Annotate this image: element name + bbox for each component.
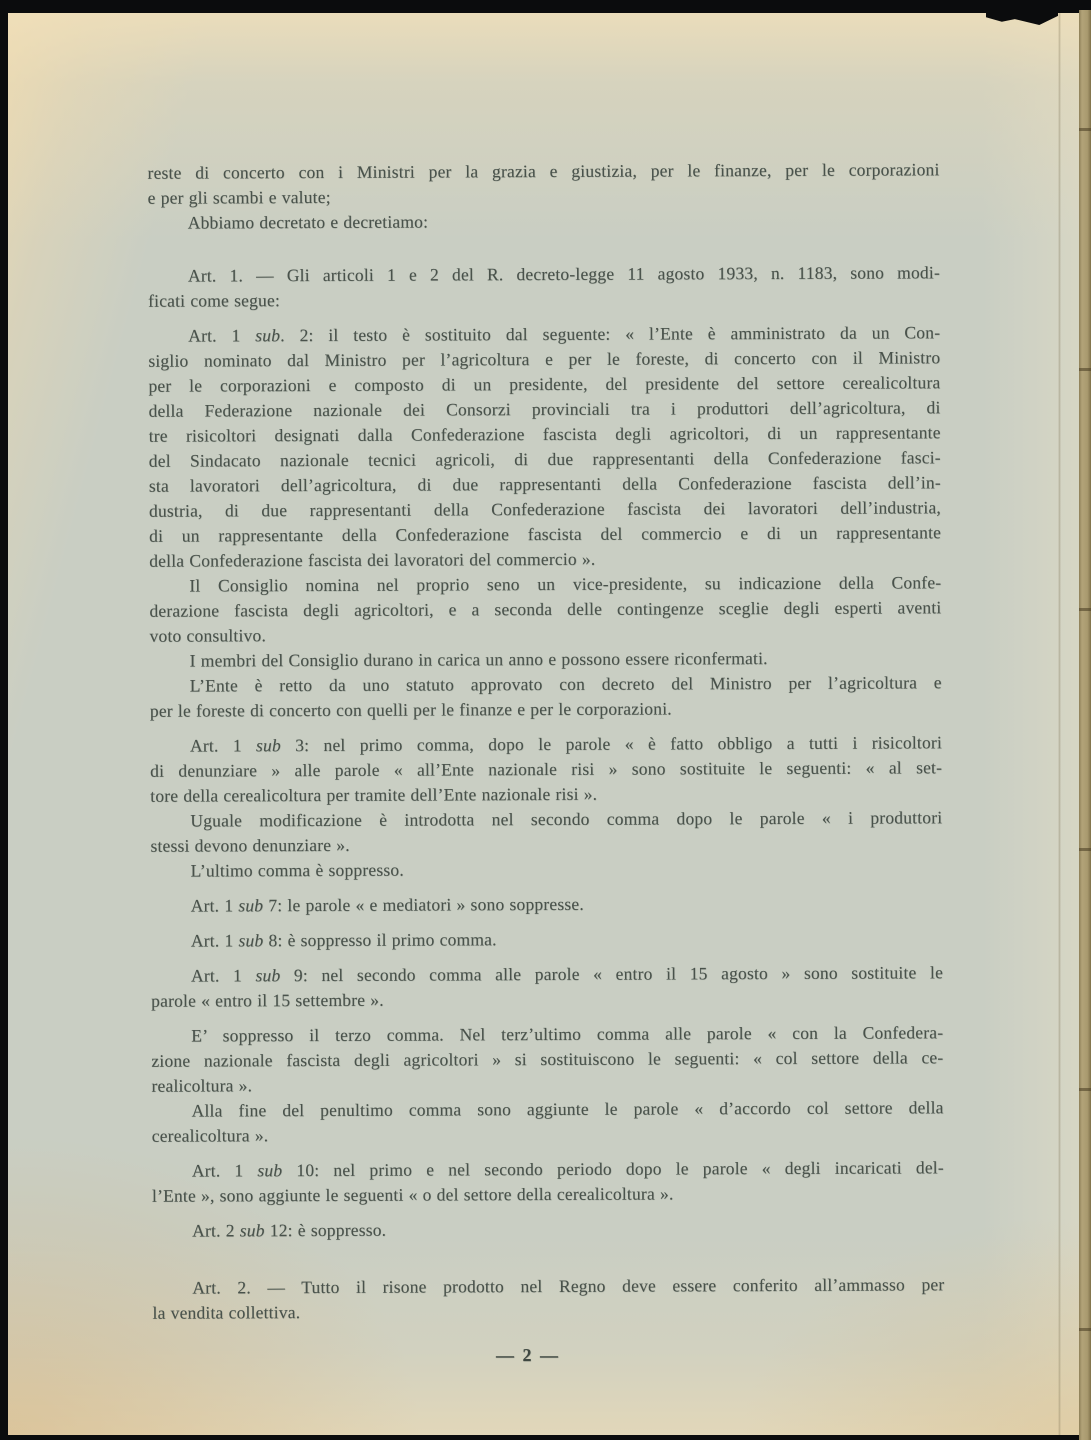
text-segment: 10: nel primo e nel secondo periodo dopo le parole « degli incaricati del-	[282, 1157, 944, 1181]
paragraph	[148, 320, 941, 573]
text-line	[150, 755, 942, 783]
text-segment: parole « entro il 15 settembre ».	[151, 989, 384, 1011]
text-line	[149, 470, 941, 498]
text-segment: 3: nel primo comma, dopo le parole « è fatto obbligo a tutti i risicoltori	[280, 732, 943, 756]
text-segment: di denunziare » alle parole « all’Ente nazionale risi » sono sostituite le seguenti: « al set-	[150, 757, 943, 781]
paragraph	[148, 260, 940, 313]
text-line	[152, 1272, 944, 1300]
page-paper	[8, 13, 1079, 1435]
text-segment: I membri del Consiglio durano in carica un anno e possono essere riconfermati.	[189, 648, 768, 671]
text-line	[148, 370, 940, 398]
text-line	[150, 645, 942, 673]
text-segment: Art. 1	[189, 735, 257, 756]
text-segment: . 2: il testo è sostituito dal seguente: « l’Ente è amministrato da un Con-	[280, 322, 941, 346]
paragraph	[148, 207, 940, 235]
document-text	[147, 157, 944, 1325]
text-segment: E’ soppresso il terzo comma. Nel terz’ultimo comma alle parole « con la Confedera-	[191, 1022, 944, 1046]
italic-text: sub	[255, 965, 281, 986]
text-segment: la vendita collettiva.	[152, 1302, 301, 1323]
text-line	[150, 670, 942, 698]
italic-text: sub	[238, 930, 264, 951]
text-line	[151, 985, 943, 1013]
text-segment: della Confederazione fascista dei lavoratori del commercio ».	[149, 548, 596, 571]
text-segment: Art. 1	[190, 930, 239, 951]
text-segment: stessi devono denunziare ».	[150, 834, 350, 856]
paragraph	[150, 645, 942, 673]
text-segment: 7: le parole « e mediatori » sono soppresse.	[263, 893, 584, 916]
text-line	[149, 520, 941, 548]
paragraph	[152, 1155, 944, 1208]
text-line	[150, 805, 942, 833]
text-segment: L’Ente è retto da uno statuto approvato con decreto del Ministro per l’agricoltura e	[189, 672, 942, 696]
text-line	[147, 157, 939, 185]
text-segment: realicoltura ».	[151, 1075, 253, 1096]
paragraph	[150, 730, 942, 808]
text-segment: e per gli scambi e valute;	[147, 186, 331, 208]
paragraph	[152, 1215, 944, 1243]
text-segment: Art. 2	[192, 1220, 240, 1241]
book-fore-edge	[1079, 10, 1091, 1440]
text-segment: Abbiamo decretato e decretiamo:	[187, 211, 429, 233]
paragraph	[151, 890, 943, 918]
text-line	[149, 420, 941, 448]
text-line	[152, 1155, 944, 1183]
text-line	[148, 285, 940, 313]
paragraph	[151, 1020, 943, 1098]
text-segment: Art. 1	[188, 325, 256, 346]
text-segment: ficati come segue:	[148, 290, 281, 311]
text-segment: 9: nel secondo comma alle parole « entro il 15 agosto » sono sostituite le	[280, 962, 944, 986]
text-segment: Art. 1	[190, 895, 239, 916]
text-segment: dustria, di due rappresentanti della Confederazione fascista dei lavoratori dell’industria,	[148, 497, 942, 521]
text-line	[148, 345, 940, 373]
paragraph	[151, 960, 943, 1013]
text-line	[150, 780, 942, 808]
text-line	[148, 320, 940, 348]
text-segment: Alla fine del penultimo comma sono aggiunte le parole « d’accordo col settore della	[191, 1097, 944, 1121]
paragraph	[152, 1095, 944, 1148]
paragraph	[149, 570, 941, 648]
page-number: — 2 —	[496, 1345, 560, 1365]
text-line	[150, 730, 942, 758]
text-line	[151, 1070, 943, 1098]
text-line	[152, 1297, 944, 1325]
text-segment: 12: è soppresso.	[264, 1219, 387, 1241]
text-line	[149, 545, 941, 573]
text-line	[148, 260, 940, 288]
text-segment: Art. 1	[191, 1160, 258, 1181]
text-segment: siglio nominato dal Ministro per l’agricoltura e per le foreste, di concerto con il Ministro	[148, 347, 941, 371]
text-segment: per le foreste di concerto con quelli per le finanze e per le corporazioni.	[149, 698, 672, 721]
text-segment: per le corporazioni e composto di un presidente, del presidente del settore cerealicoltura	[148, 372, 941, 396]
text-line	[149, 445, 941, 473]
text-segment: 8: è soppresso il primo comma.	[263, 929, 497, 951]
text-segment: di un rappresentante della Confederazione fascista del commercio e di un rappresentante	[149, 522, 942, 546]
text-line	[152, 1095, 944, 1123]
paragraph	[150, 805, 942, 858]
text-segment: della Federazione nazionale dei Consorzi provinciali tra i produttori dell’agricoltura, di	[148, 397, 941, 421]
paragraph	[152, 1272, 944, 1325]
text-segment: l’Ente », sono aggiunte le seguenti « o del settore della cerealicoltura ».	[151, 1183, 674, 1206]
text-segment: Art. 1	[190, 965, 256, 986]
text-line	[150, 830, 942, 858]
text-segment: Art. 1. — Gli articoli 1 e 2 del R. decreto-legge 11 agosto 1933, n. 1183, sono modi-	[187, 262, 940, 286]
paragraph	[147, 157, 939, 210]
italic-text: sub	[238, 895, 264, 916]
text-segment: zione nazionale fascista degli agricoltori » si sostituiscono le seguenti: « col settore della ce-	[151, 1047, 944, 1071]
text-segment: tore della cerealicoltura per tramite dell’Ente nazionale risi ».	[150, 783, 598, 806]
paragraph	[151, 855, 943, 883]
text-line	[151, 890, 943, 918]
text-segment: tre risicoltori designati dalla Confederazione fascista degli agricoltori, di un rappresentante	[148, 422, 941, 446]
text-segment: reste di concerto con i Ministri per la grazia e giustizia, per le finanze, per le corporazioni	[147, 159, 940, 183]
text-line	[148, 207, 940, 235]
italic-text: sub	[257, 1160, 283, 1181]
text-line	[149, 495, 941, 523]
text-line	[151, 925, 943, 953]
text-line	[148, 182, 940, 210]
page-crease	[1058, 13, 1061, 1435]
italic-text: sub	[255, 735, 281, 756]
text-line	[149, 595, 941, 623]
text-line	[149, 570, 941, 598]
text-line	[149, 620, 941, 648]
corner-notch	[986, 12, 1058, 25]
text-line	[152, 1215, 944, 1243]
text-line	[149, 395, 941, 423]
text-line	[150, 695, 942, 723]
text-segment: voto consultivo.	[149, 625, 267, 646]
italic-text: sub	[255, 325, 281, 346]
italic-text: sub	[239, 1220, 265, 1241]
text-line	[152, 1120, 944, 1148]
text-line	[151, 1020, 943, 1048]
text-line	[151, 960, 943, 988]
text-segment: Art. 2. — Tutto il risone prodotto nel Regno deve essere conferito all’ammasso per	[192, 1274, 945, 1298]
text-line	[152, 1180, 944, 1208]
text-line	[151, 855, 943, 883]
text-segment: derazione fascista degli agricoltori, e a seconda delle contingenze sceglie degli esperti aventi	[149, 597, 942, 621]
text-segment: cerealicoltura ».	[151, 1125, 269, 1146]
text-line	[151, 1045, 943, 1073]
text-segment: sta lavoratori dell’agricoltura, di due rappresentanti della Confederazione fascista dell’in-	[148, 472, 941, 496]
paragraph	[150, 670, 942, 723]
text-segment: L’ultimo comma è soppresso.	[190, 859, 404, 881]
paragraph	[151, 925, 943, 953]
text-segment: del Sindacato nazionale tecnici agricoli, di due rappresentanti della Confederazione fasci-	[148, 447, 941, 471]
text-segment: Il Consiglio nomina nel proprio seno un vice-presidente, su indicazione della Confe-	[189, 572, 942, 596]
text-segment: Uguale modificazione è introdotta nel secondo comma dopo le parole « i produttori	[190, 807, 943, 831]
